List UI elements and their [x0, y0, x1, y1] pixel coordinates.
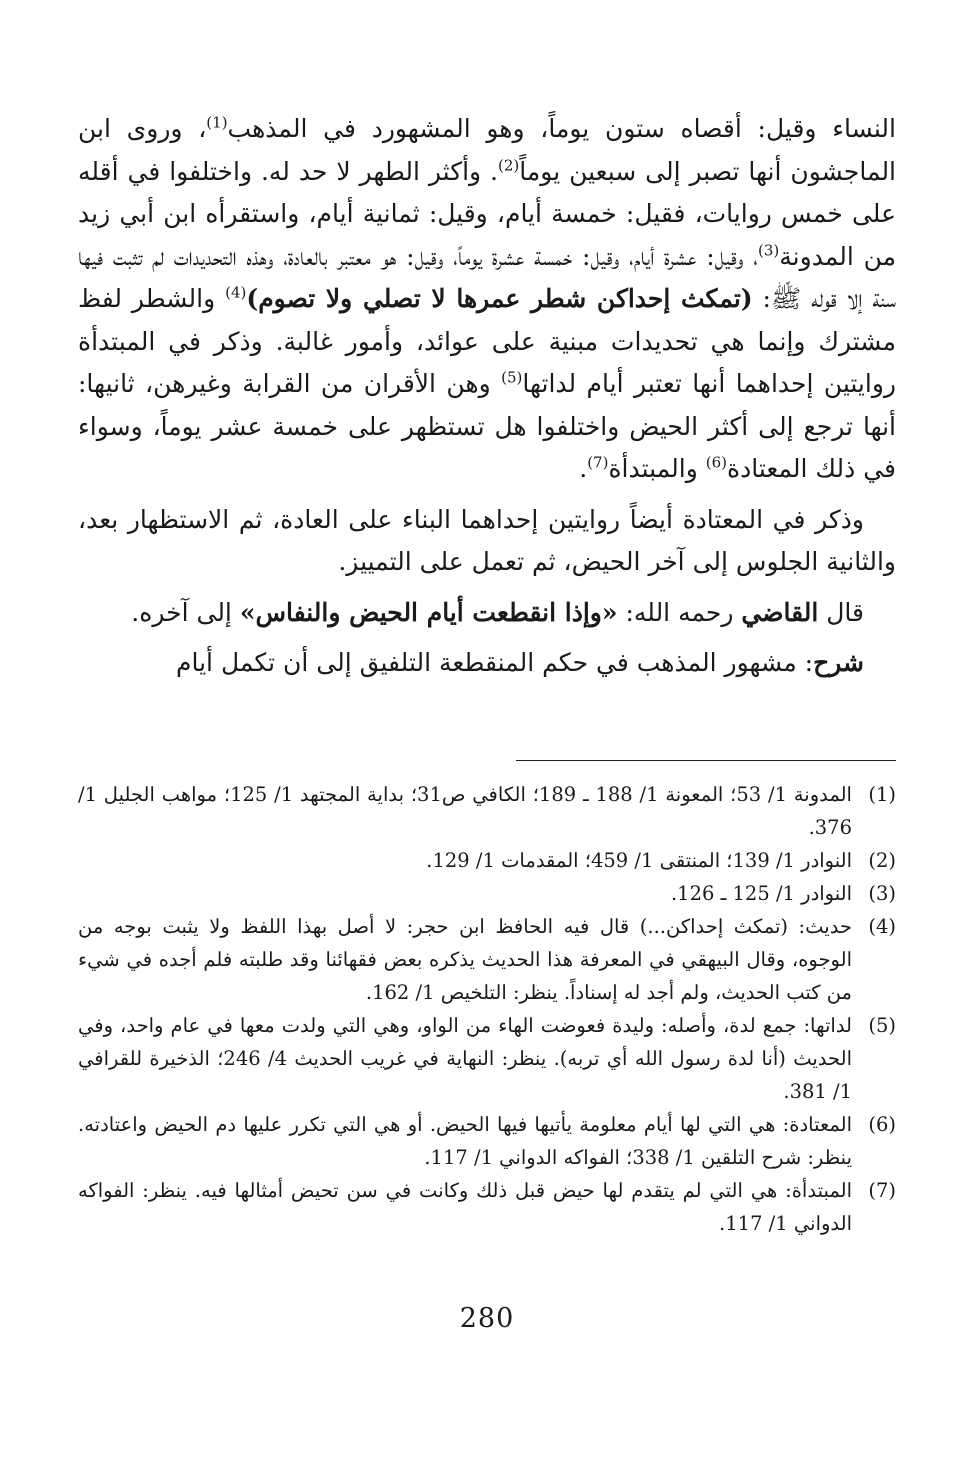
footnote-ref-2[interactable]: (2) — [498, 156, 520, 175]
footnote — [78, 778, 896, 844]
footnote-number: (1) — [868, 783, 896, 806]
footnote — [78, 844, 896, 877]
matn-quote: «وإذا انقطعت أيام الحيض والنفاس» — [239, 597, 618, 627]
footnote-number: (2) — [868, 849, 896, 872]
footnote-text: المبتدأة: هي التي لم يتقدم لها حيض قبل ذلك وكانت في سن تحيض أمثالها فيه. ينظر: الفواكه الدواني 1/ 117. — [78, 1179, 852, 1235]
text-run: والمبتدأة — [608, 454, 706, 483]
footnote-text: النوادر 1/ 139؛ المنتقى 1/ 459؛ المقدمات 1/ 129. — [426, 849, 852, 872]
footnote-ref-4[interactable]: (4) — [225, 283, 247, 302]
footnote-ref-7[interactable]: (7) — [587, 453, 609, 472]
footnote-ref-5[interactable]: (5) — [501, 368, 523, 387]
footnote-number: (3) — [868, 882, 896, 905]
text-run: النساء وقيل: أقصاه ستون يوماً، وهو المشهورد في المذهب — [227, 114, 896, 143]
footnote-text: المدونة 1/ 53؛ المعونة 1/ 188 ـ 189؛ الكافي ص31؛ بداية المجتهد 1/ 125؛ مواهب الجليل 1/ 376. — [78, 783, 852, 839]
footnote-ref-1[interactable]: (1) — [206, 113, 228, 132]
footnote — [78, 1009, 896, 1108]
paragraph-1 — [78, 108, 896, 491]
footnote-number: (6) — [868, 1113, 896, 1136]
footnote — [78, 1108, 896, 1174]
page — [78, 108, 896, 1438]
footnote-number: (4) — [868, 915, 896, 938]
text-run: : مشهور المذهب في حكم المنقطعة التلفيق إلى أن تكمل أيام — [176, 648, 814, 677]
footnote-ref-6[interactable]: (6) — [705, 453, 728, 472]
footnote-number: (7) — [868, 1179, 896, 1202]
text-run: ، وروى ابن الماجشون أنها تصبر إلى سبعين يوماً — [78, 114, 897, 186]
paragraph-3 — [78, 592, 896, 635]
footnote-text: لداتها: جمع لدة، وأصله: وليدة فعوضت الهاء من الواو، وهي التي ولدت معها في عام واحد، وفي الحديث (أنا لدة رسول الله أي تربه). ينظر: النهاية في غريب الحديث 4/ 246؛ الذخيرة للقرافي 1/ 381. — [78, 1014, 852, 1103]
footnote — [78, 910, 896, 1009]
footnote-number: (5) — [868, 1014, 896, 1037]
hadith-quote: (تمكث إحداكن شطر عمرها لا تصلي ولا تصوم) — [246, 284, 753, 313]
sharh-label: شرح — [813, 648, 864, 677]
footnote-ref-3[interactable]: (3) — [758, 241, 780, 260]
main-text — [78, 108, 896, 685]
text-run: قال — [818, 597, 864, 627]
footnote-text: المعتادة: هي التي لها أيام معلومة يأتيها فيها الحيض. أو هي التي تكرر عليها دم الحيض واعتادته. ينظر: شرح التلقين 1/ 338؛ الفواكه الدواني 1/ 117. — [78, 1113, 852, 1169]
text-run: والشطر لفظ مشترك وإنما هي تحديدات مبنية على عوائد، وأمور غالبة. وذكر في المبتدأة روايتين إحداهما أنها تعتبر أيام لداتها — [78, 284, 896, 398]
page-number: 280 — [459, 1303, 515, 1334]
footnote — [78, 877, 896, 910]
text-run: . وأكثر الطهر لا حد له. واختلفوا في أقله على خمس روايات، فقيل: خمسة أيام، وقيل: ثمانية أيام، واستقرأه ابن أبي زيد من المدونة — [78, 156, 896, 271]
text-run: ، وقيل: عشرة أيام، وقيل: خمسة عشرة يوماً، وقيل: هو معتبر بالعادة، وهذه التحديدات لم تثبت فيها سنة إلا قوله ﷺ: — [78, 241, 896, 313]
author-name: القاضي — [741, 597, 819, 627]
text-run: إلى آخره. — [131, 597, 240, 627]
footnotes — [78, 778, 896, 1240]
paragraph-4 — [78, 642, 896, 685]
footnote-divider — [516, 760, 896, 761]
footnote-text: حديث: (تمكث إحداكن...) قال فيه الحافظ ابن حجر: لا أصل بهذا اللفظ ولا يثبت بوجه من الوجوه، وقال البيهقي في المعرفة هذا الحديث يذكره بعض فقهائنا وقد طلبته فلم أجده في شيء من كتب الحديث، ولم أجد له إسناداً. ينظر: التلخيص 1/ 162. — [78, 915, 852, 1004]
footnote — [78, 1174, 896, 1240]
text-run: . — [579, 454, 588, 483]
text-run: رحمه الله: — [617, 597, 742, 627]
paragraph-2: وذكر في المعتادة أيضاً روايتين إحداهما البناء على العادة، ثم الاستظهار بعد، والثانية الجلوس إلى آخر الحيض، ثم تعمل على التمييز. — [78, 504, 896, 576]
footnote-text: النوادر 1/ 125 ـ 126. — [670, 882, 852, 905]
text-run: وهن الأقران من القرابة وغيرهن، ثانيها: أنها ترجع إلى أكثر الحيض واختلفوا هل تستظهر على خمسة عشر يوماً، وسواء في ذلك المعتادة — [78, 369, 896, 483]
